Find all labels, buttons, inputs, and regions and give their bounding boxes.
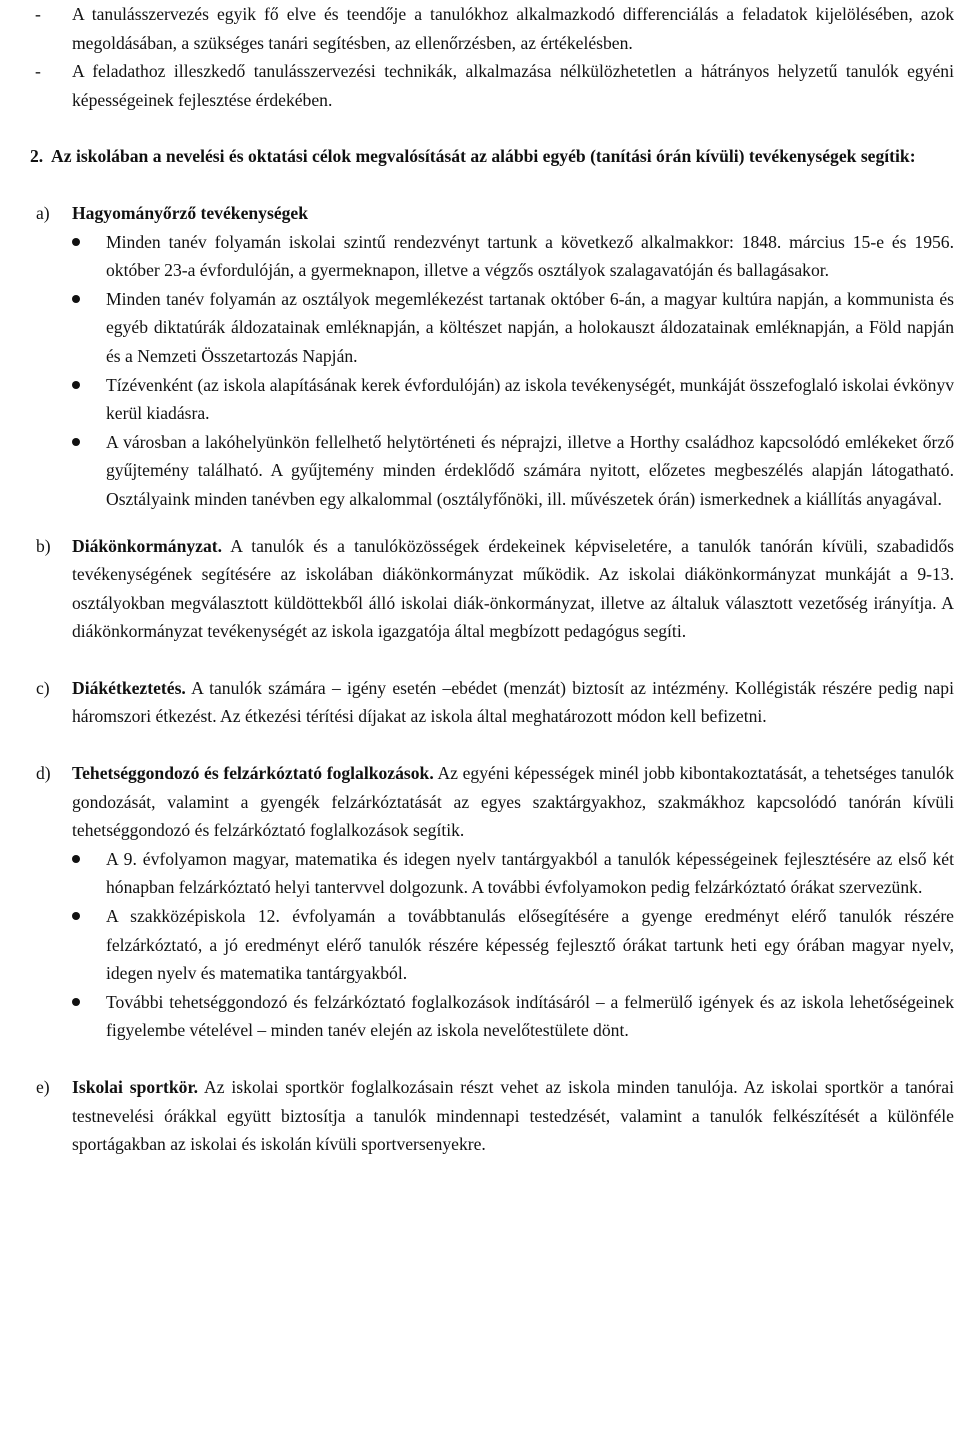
list-item	[72, 845, 954, 902]
subsection-e	[30, 1073, 954, 1159]
subsection-title: Diákétkeztetés.	[72, 677, 186, 698]
intro-dash-text: A tanulásszervezés egyik fő elve és teendője a tanulókhoz alkalmazkodó differenciálás a feladatok kijelölésében, azok megoldásában, a szükséges tanári segítésben, az ellenőrzésben, az értékelésben.	[72, 4, 954, 53]
subsection-title: Tehetséggondozó és felzárkóztató foglalkozások.	[72, 763, 434, 784]
list-item	[72, 285, 954, 371]
section-heading-text: Az iskolában a nevelési és oktatási célok megvalósítását az alábbi egyéb (tanítási órán kívüli) tevékenységek segítik:	[51, 146, 916, 167]
list-item	[72, 371, 954, 428]
subsection-letter: a)	[36, 202, 50, 223]
subsection-text: Az iskolai sportkör foglalkozásain részt vehet az iskola minden tanulója. Az iskolai sportkör a tanórai testnevelési órákkal együtt biztosítja a tanulók mindennapi testedzését, valamint a tanulók felkészítését a különféle sportágakban az iskolai és iskolán kívüli sportversenyekre.	[72, 1077, 954, 1155]
list-item	[72, 228, 954, 285]
list-item	[72, 902, 954, 988]
bullet-icon	[72, 238, 80, 246]
list-item-text: Tízévenként (az iskola alapításának kerek évfordulóján) az iskola tevékenységét, munkáját összefoglaló iskolai évkönyv kerül kiadásra.	[106, 374, 954, 424]
intro-dash-item	[30, 57, 954, 114]
subsection-letter: b)	[36, 535, 51, 556]
subsection-d	[30, 759, 954, 845]
intro-dash-item	[30, 0, 954, 57]
list-item	[72, 988, 954, 1045]
section-number: 2.	[30, 146, 44, 167]
list-item-text: A 9. évfolyamon magyar, matematika és idegen nyelv tantárgyakból a tanulók képességeinek fejlesztésére az első két hónapban felzárkóztató helyi tantervvel dolgozunk. A további évfolyamokon pedig felzárkóztató órákat szervezünk.	[106, 848, 954, 898]
subsection-letter: c)	[36, 677, 50, 698]
list-item-text: A városban a lakóhelyünkön fellelhető helytörténeti és néprajzi, illetve a Horthy családhoz kapcsolódó emlékeket őrző gyűjtemény található. A gyűjtemény minden érdeklődő számára nyitott, előzetes megbeszélés alapján látogatható. Osztályaink minden tanévben egy alkalommal (osztályfőnöki, ill. művészetek órán) ismerkednek a kiállítás anyagával.	[106, 431, 954, 509]
subsection-text: A tanulók számára – igény esetén –ebédet (menzát) biztosít az intézmény. Kollégisták részére pedig napi háromszori étkezést. Az étkezési térítési díjakat az iskola által meghatározott módon kell befizetni.	[72, 677, 954, 727]
bullet-icon	[72, 295, 80, 303]
subsection-letter: d)	[36, 763, 51, 784]
subsection-d-list	[30, 845, 954, 1045]
list-item-text: Minden tanév folyamán iskolai szintű rendezvényt tartunk a következő alkalmakkor: 1848. március 15-e és 1956. október 23-a évfordulóján, a gyermeknapon, illetve a végzős osztályok szalagavatóján és ballagásakor.	[106, 231, 954, 281]
subsection-letter: e)	[36, 1077, 50, 1097]
dash-marker: -	[35, 61, 41, 82]
list-item-text: Minden tanév folyamán az osztályok megemlékezést tartanak október 6-án, a magyar kultúra napján, a kommunista és egyéb diktatúrák áldozatainak emléknapján, a költészet napján, a holokauszt áldozatainak emléknapján, a Föld napján és a Nemzeti Összetartozás Napján.	[106, 288, 954, 366]
list-item	[72, 428, 954, 514]
list-item-text: További tehetséggondozó és felzárkóztató foglalkozások indításáról – a felmerülő igények és az iskola lehetőségeinek figyelembe vételével – minden tanév elején az iskola nevelőtestülete dönt.	[106, 991, 954, 1041]
subsection-title: Diákönkormányzat.	[72, 535, 223, 556]
section-2-heading	[30, 142, 954, 171]
subsection-b	[30, 532, 954, 646]
bullet-icon	[72, 855, 80, 863]
subsection-a-list	[30, 228, 954, 514]
bullet-icon	[72, 381, 80, 389]
bullet-icon	[72, 438, 80, 446]
subsection-c	[30, 674, 954, 731]
subsection-title: Iskolai sportkör.	[72, 1077, 199, 1097]
intro-dash-text: A feladathoz illeszkedő tanulásszervezési technikák, alkalmazása nélkülözhetetlen a hátrányos helyzetű tanulók egyéni képességeinek fejlesztése érdekében.	[72, 61, 954, 110]
bullet-icon	[72, 912, 80, 920]
subsection-text: Az egyéni képességek minél jobb kibontakoztatását, a tehetséges tanulók gondozását, valamint a gyengék felzárkóztatását az egyes szaktárgyakhoz, szakmákhoz kapcsolódó tanórán kívüli tehetséggondozó és felzárkóztató foglalkozások segítik.	[72, 763, 954, 841]
bullet-icon	[72, 998, 80, 1006]
subsection-text: A tanulók és a tanulóközösségek érdekeinek képviseletére, a tanulók tanórán kívüli, szabadidős tevékenységének segítésére az iskolában diákönkormányzat működik. Az iskolai diákönkormányzat munkáját a 9-13. osztályokban megválasztott küldöttekből álló iskolai diák-önkormányzat, illetve az általuk választott vezetőség irányítja. A diákönkormányzat tevékenységét az iskola igazgatója által megbízott pedagógus segíti.	[72, 535, 955, 642]
dash-marker: -	[35, 4, 41, 24]
list-item-text: A szakközépiskola 12. évfolyamán a továbbtanulás elősegítésére a gyenge eredményt elérő tanulók részére felzárkóztató, a jó eredményt elérő tanulók részére képesség fejlesztő órákat tartunk heti egy órában magyar nyelv, idegen nyelv és matematika tantárgyakból.	[106, 906, 954, 984]
subsection-title: Hagyományőrző tevékenységek	[72, 202, 309, 223]
subsection-a-title	[30, 199, 954, 228]
